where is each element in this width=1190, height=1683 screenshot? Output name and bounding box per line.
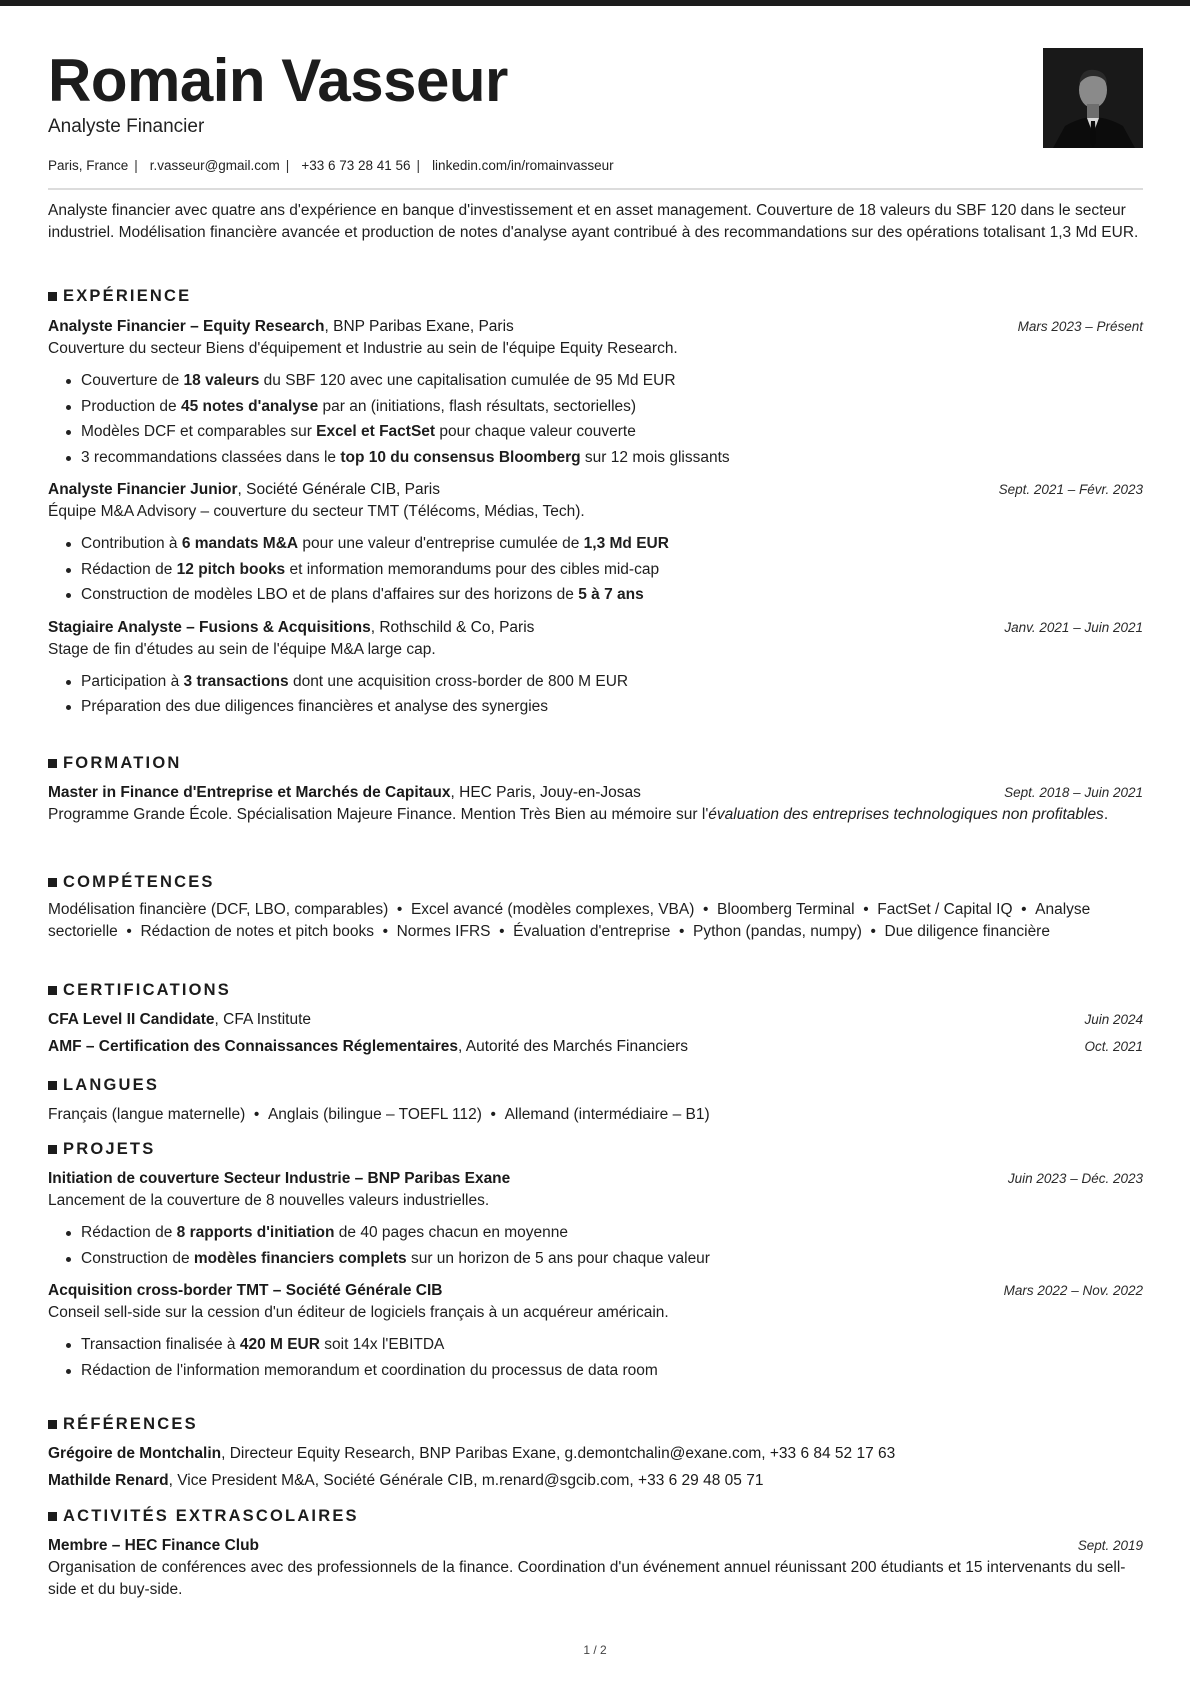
entry-date: Mars 2023 – Présent <box>1017 319 1143 334</box>
activity-name: Membre – HEC Finance Club <box>48 1537 260 1554</box>
entry-date: Sept. 2019 <box>1077 1538 1143 1553</box>
entry-description: Équipe M&A Advisory – couverture du secteur TMT (Télécoms, Médias, Tech). <box>48 503 585 520</box>
reference-list <box>48 1443 1143 1497</box>
square-bullet-icon <box>48 878 57 887</box>
language-list: Français (langue maternelle) • Anglais (bilingue – TOEFL 112) • Allemand (intermédiaire – B1) <box>48 1106 710 1123</box>
entry-date: Janv. 2021 – Juin 2021 <box>1004 619 1143 635</box>
entry-heading <box>48 479 1143 501</box>
list-item: 3 recommandations classées dans le top 10 du consensus Bloomberg sur 12 mois glissants <box>48 445 1143 471</box>
profile-photo <box>1043 48 1143 148</box>
list-item: Rédaction de 8 rapports d'initiation de 40 pages chacun en moyenne <box>48 1220 1143 1246</box>
education-entry <box>48 782 1143 826</box>
portrait-icon <box>1043 48 1143 148</box>
list-item: Couverture de 18 valeurs du SBF 120 avec une capitalisation cumulée de 95 Md EUR <box>48 368 1143 394</box>
square-bullet-icon <box>48 1512 57 1521</box>
bullet-list <box>48 368 1143 470</box>
contact-phone[interactable]: +33 6 73 28 41 56 <box>301 158 411 173</box>
section-title: RÉFÉRENCES <box>48 1413 1143 1435</box>
skills-list: Modélisation financière (DCF, LBO, comparables) • Excel avancé (modèles complexes, VBA) • Bloomberg Terminal • FactSet / Capital IQ • Analyse sectorielle • Rédaction de notes et pitch books • Normes IFRS • Évaluation d'entreprise • Python (pandas, numpy) • Due diligence financière <box>48 901 1091 940</box>
section-title: COMPÉTENCES <box>48 871 1143 893</box>
entry-date: Sept. 2021 – Févr. 2023 <box>998 482 1143 497</box>
entry-heading <box>48 316 1143 338</box>
list-item: Participation à 3 transactions dont une acquisition cross-border de 800 M EUR <box>48 669 1143 695</box>
project-name: Initiation de couverture Secteur Industrie – BNP Paribas Exane <box>48 1170 511 1187</box>
entry-heading <box>48 1168 1143 1190</box>
project-name: Acquisition cross-border TMT – Société Générale CIB <box>48 1282 443 1299</box>
entry-org: , Société Générale CIB, Paris <box>237 481 440 498</box>
contact-line <box>48 157 614 175</box>
skill-item: Rédaction de notes et pitch books <box>140 922 374 940</box>
experience-entry <box>48 479 1143 608</box>
skill-item: Due diligence financière <box>884 922 1050 940</box>
square-bullet-icon <box>48 759 57 768</box>
experience-entry <box>48 617 1143 720</box>
entry-date: Juin 2024 <box>1084 1012 1143 1027</box>
entry-description: Couverture du secteur Biens d'équipement et Industrie au sein de l'équipe Equity Research. <box>48 340 678 357</box>
contact-separator: | <box>285 158 290 173</box>
square-bullet-icon <box>48 292 57 301</box>
skill-item: Évaluation d'entreprise <box>513 922 671 940</box>
section-references <box>48 1413 1143 1497</box>
entry-description: Lancement de la couverture de 8 nouvelles valeurs industrielles. <box>48 1192 490 1209</box>
entry-date: Oct. 2021 <box>1084 1039 1143 1054</box>
entry-date: Sept. 2018 – Juin 2021 <box>1004 785 1143 800</box>
entry-org: , Rothschild & Co, Paris <box>370 618 535 636</box>
section-languages <box>48 1074 1143 1126</box>
section-title: ACTIVITÉS EXTRASCOLAIRES <box>48 1505 1143 1527</box>
bullet-list <box>48 1220 1143 1271</box>
list-item: Rédaction de 12 pitch books et information memorandums pour des cibles mid-cap <box>48 557 1143 583</box>
resume-page <box>48 0 1143 1598</box>
contact-linkedin[interactable]: linkedin.com/in/romainvasseur <box>432 158 614 173</box>
section-education <box>48 752 1143 826</box>
entry-role: Analyste Financier Junior <box>48 481 238 498</box>
certification-entry: CFA Level II Candidate, CFA Institute Juin 2024 <box>48 1009 1143 1036</box>
experience-entry <box>48 316 1143 470</box>
entry-school: , HEC Paris, Jouy-en-Josas <box>450 784 641 801</box>
section-title: PROJETS <box>48 1138 1143 1160</box>
skill-item: Analyse sectorielle <box>48 901 1091 940</box>
bullet-list <box>48 1332 1143 1383</box>
skill-item: FactSet / Capital IQ <box>877 901 1013 918</box>
list-item: Modèles DCF et comparables sur Excel et FactSet pour chaque valeur couverte <box>48 419 1143 445</box>
section-activities <box>48 1505 1143 1601</box>
list-item: Rédaction de l'information memorandum et coordination du processus de data room <box>48 1358 1143 1384</box>
project-entry <box>48 1280 1143 1383</box>
section-title: CERTIFICATIONS <box>48 979 1143 1001</box>
entry-description: Programme Grande École. Spécialisation Majeure Finance. Mention Très Bien au mémoire sur l'évaluation des entreprises technologiques non profitables. <box>48 806 1109 823</box>
skill-item: Excel avancé (modèles complexes, VBA) <box>410 901 695 918</box>
bullet-list <box>48 531 1143 608</box>
entry-date: Juin 2023 – Déc. 2023 <box>1007 1171 1143 1186</box>
contact-separator: | <box>416 158 421 173</box>
skill-item: Python (pandas, numpy) <box>693 922 862 940</box>
certification-list <box>48 1009 1143 1063</box>
page-number: 1 / 2 <box>583 1643 607 1657</box>
list-item: Production de 45 notes d'analyse par an (initiations, flash résultats, sectorielles) <box>48 394 1143 420</box>
entry-heading <box>48 782 1143 804</box>
section-title: EXPÉRIENCE <box>48 285 1143 307</box>
contact-separator: | <box>134 158 138 173</box>
header-divider <box>48 188 1143 190</box>
language-item: Anglais (bilingue – TOEFL 112) <box>267 1106 482 1123</box>
reference-entry: Mathilde Renard, Vice President M&A, Société Générale CIB, m.renard@sgcib.com, +33 6 29 48 05 71 <box>48 1472 764 1489</box>
square-bullet-icon <box>48 986 57 995</box>
resume-header <box>48 0 1143 190</box>
candidate-name: Romain Vasseur <box>48 47 508 114</box>
list-item: Préparation des due diligences financières et analyse des synergies <box>48 694 1143 720</box>
entry-role: Analyste Financier – Equity Research <box>48 318 325 335</box>
skill-item: Modélisation financière (DCF, LBO, comparables) <box>48 901 389 918</box>
language-item: Allemand (intermédiaire – B1) <box>504 1106 710 1123</box>
square-bullet-icon <box>48 1081 57 1090</box>
certification-entry: AMF – Certification des Connaissances Réglementaires, Autorité des Marchés Financiers Oct. 2021 <box>48 1036 1143 1063</box>
section-experience <box>48 285 1143 720</box>
list-item: Contribution à 6 mandats M&A pour une valeur d'entreprise cumulée de 1,3 Md EUR <box>48 531 1143 557</box>
list-item: Construction de modèles financiers complets sur un horizon de 5 ans pour chaque valeur <box>48 1246 1143 1272</box>
section-title: LANGUES <box>48 1074 1143 1096</box>
entry-heading <box>48 617 1143 639</box>
section-title: FORMATION <box>48 752 1143 774</box>
project-entry <box>48 1168 1143 1271</box>
skill-item: Bloomberg Terminal <box>717 901 855 918</box>
entry-description: Organisation de conférences avec des professionnels de la finance. Coordination d'un événement annuel réunissant 200 étudiants et 15 intervenants du sell-side et du buy-side. <box>48 1559 1126 1598</box>
section-certifications <box>48 979 1143 1063</box>
language-item: Français (langue maternelle) <box>48 1106 246 1123</box>
contact-location: Paris, France <box>48 158 129 173</box>
summary-paragraph: Analyste financier avec quatre ans d'expérience en banque d'investissement et en asset management. Couverture de 18 valeurs du SBF 120 dans le secteur industriel. Modélisation financière avancée et production de notes d'analyse ayant contribué à des recommandations sur des opérations totalisant 1,3 Md EUR. <box>48 202 1139 241</box>
entry-heading <box>48 1535 1143 1557</box>
activity-entry <box>48 1535 1143 1601</box>
section-projects <box>48 1138 1143 1383</box>
entry-description: Stage de fin d'études au sein de l'équipe M&A large cap. <box>48 640 436 658</box>
entry-role: Stagiaire Analyste – Fusions & Acquisitions <box>48 618 371 636</box>
section-skills <box>48 871 1143 942</box>
bullet-list <box>48 669 1143 720</box>
skill-item: Normes IFRS <box>396 922 491 940</box>
square-bullet-icon <box>48 1145 57 1154</box>
list-item: Transaction finalisée à 420 M EUR soit 14x l'EBITDA <box>48 1332 1143 1358</box>
entry-description: Conseil sell-side sur la cession d'un éditeur de logiciels français à un acquéreur américain. <box>48 1304 669 1321</box>
entry-heading <box>48 1280 1143 1302</box>
list-item: Construction de modèles LBO et de plans d'affaires sur des horizons de 5 à 7 ans <box>48 582 1143 608</box>
entry-org: , BNP Paribas Exane, Paris <box>324 318 514 335</box>
square-bullet-icon <box>48 1420 57 1429</box>
contact-email[interactable]: r.vasseur@gmail.com <box>149 158 280 173</box>
reference-entry: Grégoire de Montchalin, Directeur Equity Research, BNP Paribas Exane, g.demontchalin@exane.com, +33 6 84 52 17 63 <box>48 1445 896 1462</box>
entry-date: Mars 2022 – Nov. 2022 <box>1003 1283 1143 1298</box>
candidate-role: Analyste Financier <box>48 116 205 137</box>
entry-degree: Master in Finance d'Entreprise et Marchés de Capitaux <box>48 784 451 801</box>
